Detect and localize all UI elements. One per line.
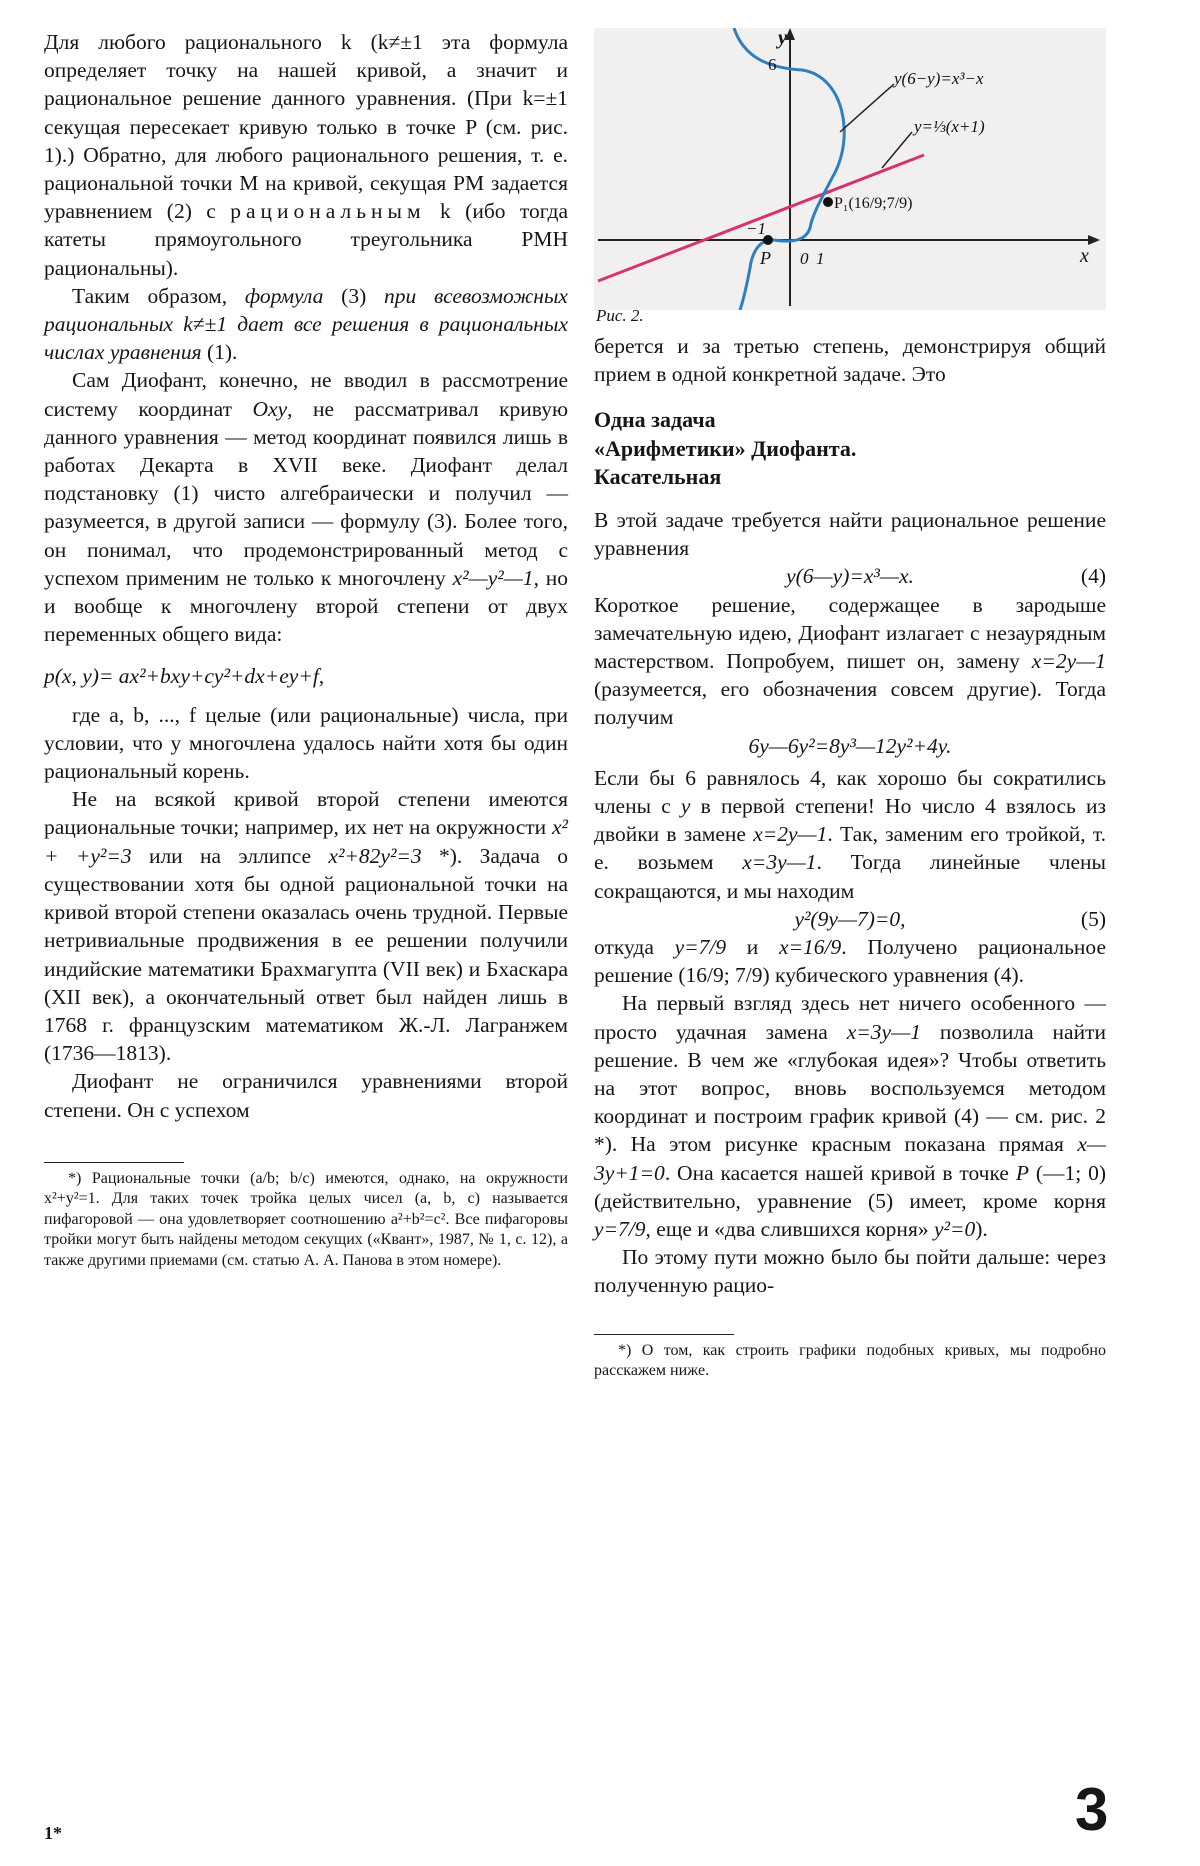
x-axis-label: x	[1080, 245, 1089, 267]
footnote-divider	[44, 1162, 184, 1163]
signature-mark: 1*	[44, 1823, 62, 1843]
right-paragraph-6: На первый взгляд здесь нет ничего особенного — просто удачная замена x=3y—1 позволила найти решение. В чем же «глубокая идея»? Чтобы ответить на этот вопрос, вновь воспользуемся методом координат и построим график кривой (4) — см. рис. 2 *). На этом рисунке красным показана прямая x—3y+1=0. Она касается нашей кривой в точке P (—1; 0) (действительно, уравнение (5) имеет, кроме корня y=7/9, еще и «два слившихся корня» y²=0).	[594, 991, 1106, 1241]
paragraph-5: Не на всякой кривой второй степени имеются рациональные точки; например, их нет на окружности x² + +y²=3 или на эллипсе x²+82y²=3 *). Задача о существовании хотя бы одной рациональной точки на кривой второй степени оказалась очень трудной. Первые нетривиальные продвижения в ее решении получили индийские математики Брахмагупта (VII век) и Бхаскара (XII век), а окончательный ответ был найден лишь в 1768 г. французским математиком Ж.-Л. Лагранжем (1736—1813).	[44, 787, 569, 1066]
general-polynomial-equation: p(x, y)= ax²+bxy+cy²+dx+ey+f,	[44, 664, 325, 689]
left-column	[44, 28, 568, 1271]
y-axis-label: y	[778, 28, 787, 49]
paragraph-2: Таким образом, формула (3) при всевозможных рациональных k≠±1 дает все решения в рациональных числах уравнения (1).	[44, 283, 568, 365]
right-paragraph-2: В этой задаче требуется найти рациональное решение уравнения	[594, 507, 1106, 561]
point-p-label: P	[760, 248, 771, 268]
paragraph-6: Диофант не ограничился уравнениями второй степени. Он с успехом	[44, 1069, 568, 1122]
tick-6: 6	[768, 55, 777, 74]
equation-5: y²(9y—7)=0, (5)	[794, 906, 1106, 931]
section-heading: Одна задача «Арифметики» Диофанта. Касательная	[594, 407, 857, 490]
curve-equation-label: y(6−y)=x³−x	[894, 69, 984, 88]
right-paragraph-5: откуда y=7/9 и x=16/9. Получено рациональное решение (16/9; 7/9) кубического уравнения (4).	[594, 934, 1106, 988]
tick-1: 1	[816, 249, 825, 268]
point-p1-label: P₁(16/9;7/9)	[834, 195, 913, 212]
footnote-left: *) Рациональные точки (a/b; b/c) имеются, однако, на окружности x²+y²=1. Для таких точек тройка целых чисел (a, b, c) называется пифагоровой — она удовлетворяет соотношению a²+b²=c². Все пифагоровы тройки могут быть найдены методом секущих («Квант», 1987, № 1, с. 12), а также другими приемами (см. статью А. А. Панова в этом номере).	[44, 1169, 568, 1269]
page-number: 3	[1075, 1776, 1109, 1843]
tick-0: 0	[800, 249, 809, 268]
right-paragraph-3: Короткое решение, содержащее в зародыше замечательную идею, Диофант излагает с незаурядным мастерством. Попробуем, пишет он, замену x=2y—1 (разумеется, его обозначения совсем другие). Тогда получим	[594, 592, 1106, 730]
figure-curve-plot	[594, 28, 1106, 310]
equation-4: y(6—y)=x³—x. (4)	[786, 564, 1106, 589]
paragraph-3: Сам Диофант, конечно, не вводил в рассмотрение систему координат Oxy, не рассматривал кривую данного уравнения — метод координат появился лишь в работах Декарта в XVII веке. Диофант делал подстановку (1) чисто алгебраически и получил — разумеется, в другой записи — формулу (3). Более того, он понимал, что продемонстрированный метод с успехом применим не только к многочлену x²—y²—1, но и вообще к многочлену второй степени от двух переменных общего вида:	[44, 368, 569, 647]
figure-caption: Рис. 2.	[596, 306, 644, 325]
point-p1-dot	[823, 197, 833, 207]
footnote-right: *) О том, как строить графики подобных кривых, мы подробно расскажем ниже.	[594, 1341, 1106, 1380]
right-paragraph-4: Если бы 6 равнялось 4, как хорошо бы сократились члены с y в первой степени! Но число 4 взялось из двойки в замене x=2y—1. Так, заменим его тройкой, т. е. возьмем x=3y—1. Тогда линейные члены сокращаются, и мы находим	[594, 765, 1106, 903]
tick-neg1: −1	[746, 219, 766, 238]
line-equation-label: y=⅓(x+1)	[914, 117, 985, 136]
right-paragraph-1: берется и за третью степень, демонстрируя общий прием в одной конкретной задаче. Это	[594, 334, 1106, 387]
right-column	[594, 332, 1106, 1382]
right-paragraph-7: По этому пути можно было бы пойти дальше: через полученную рацио-	[594, 1245, 1106, 1298]
paragraph-1: Для любого рационального k (k≠±1 эта формула определяет точку на нашей кривой, а значит и рациональное решение данного уравнения. (При k=±1 секущая пересекает кривую только в точке P (см. рис. 1).) Обратно, для любого рационального решения, т. е. рациональной точки M на кривой, секущая PM задается уравнением (2) с рациональным k (ибо тогда катеты прямоугольного треугольника PMH рациональны).	[44, 30, 569, 280]
equation-substitution: 6y—6y²=8y³—12y²+4y.	[748, 733, 952, 758]
paragraph-4: где a, b, ..., f целые (или рациональные) числа, при условии, что у многочлена удалось найти хотя бы один рациональный корень.	[44, 702, 568, 784]
footnote-divider-right	[594, 1334, 734, 1335]
